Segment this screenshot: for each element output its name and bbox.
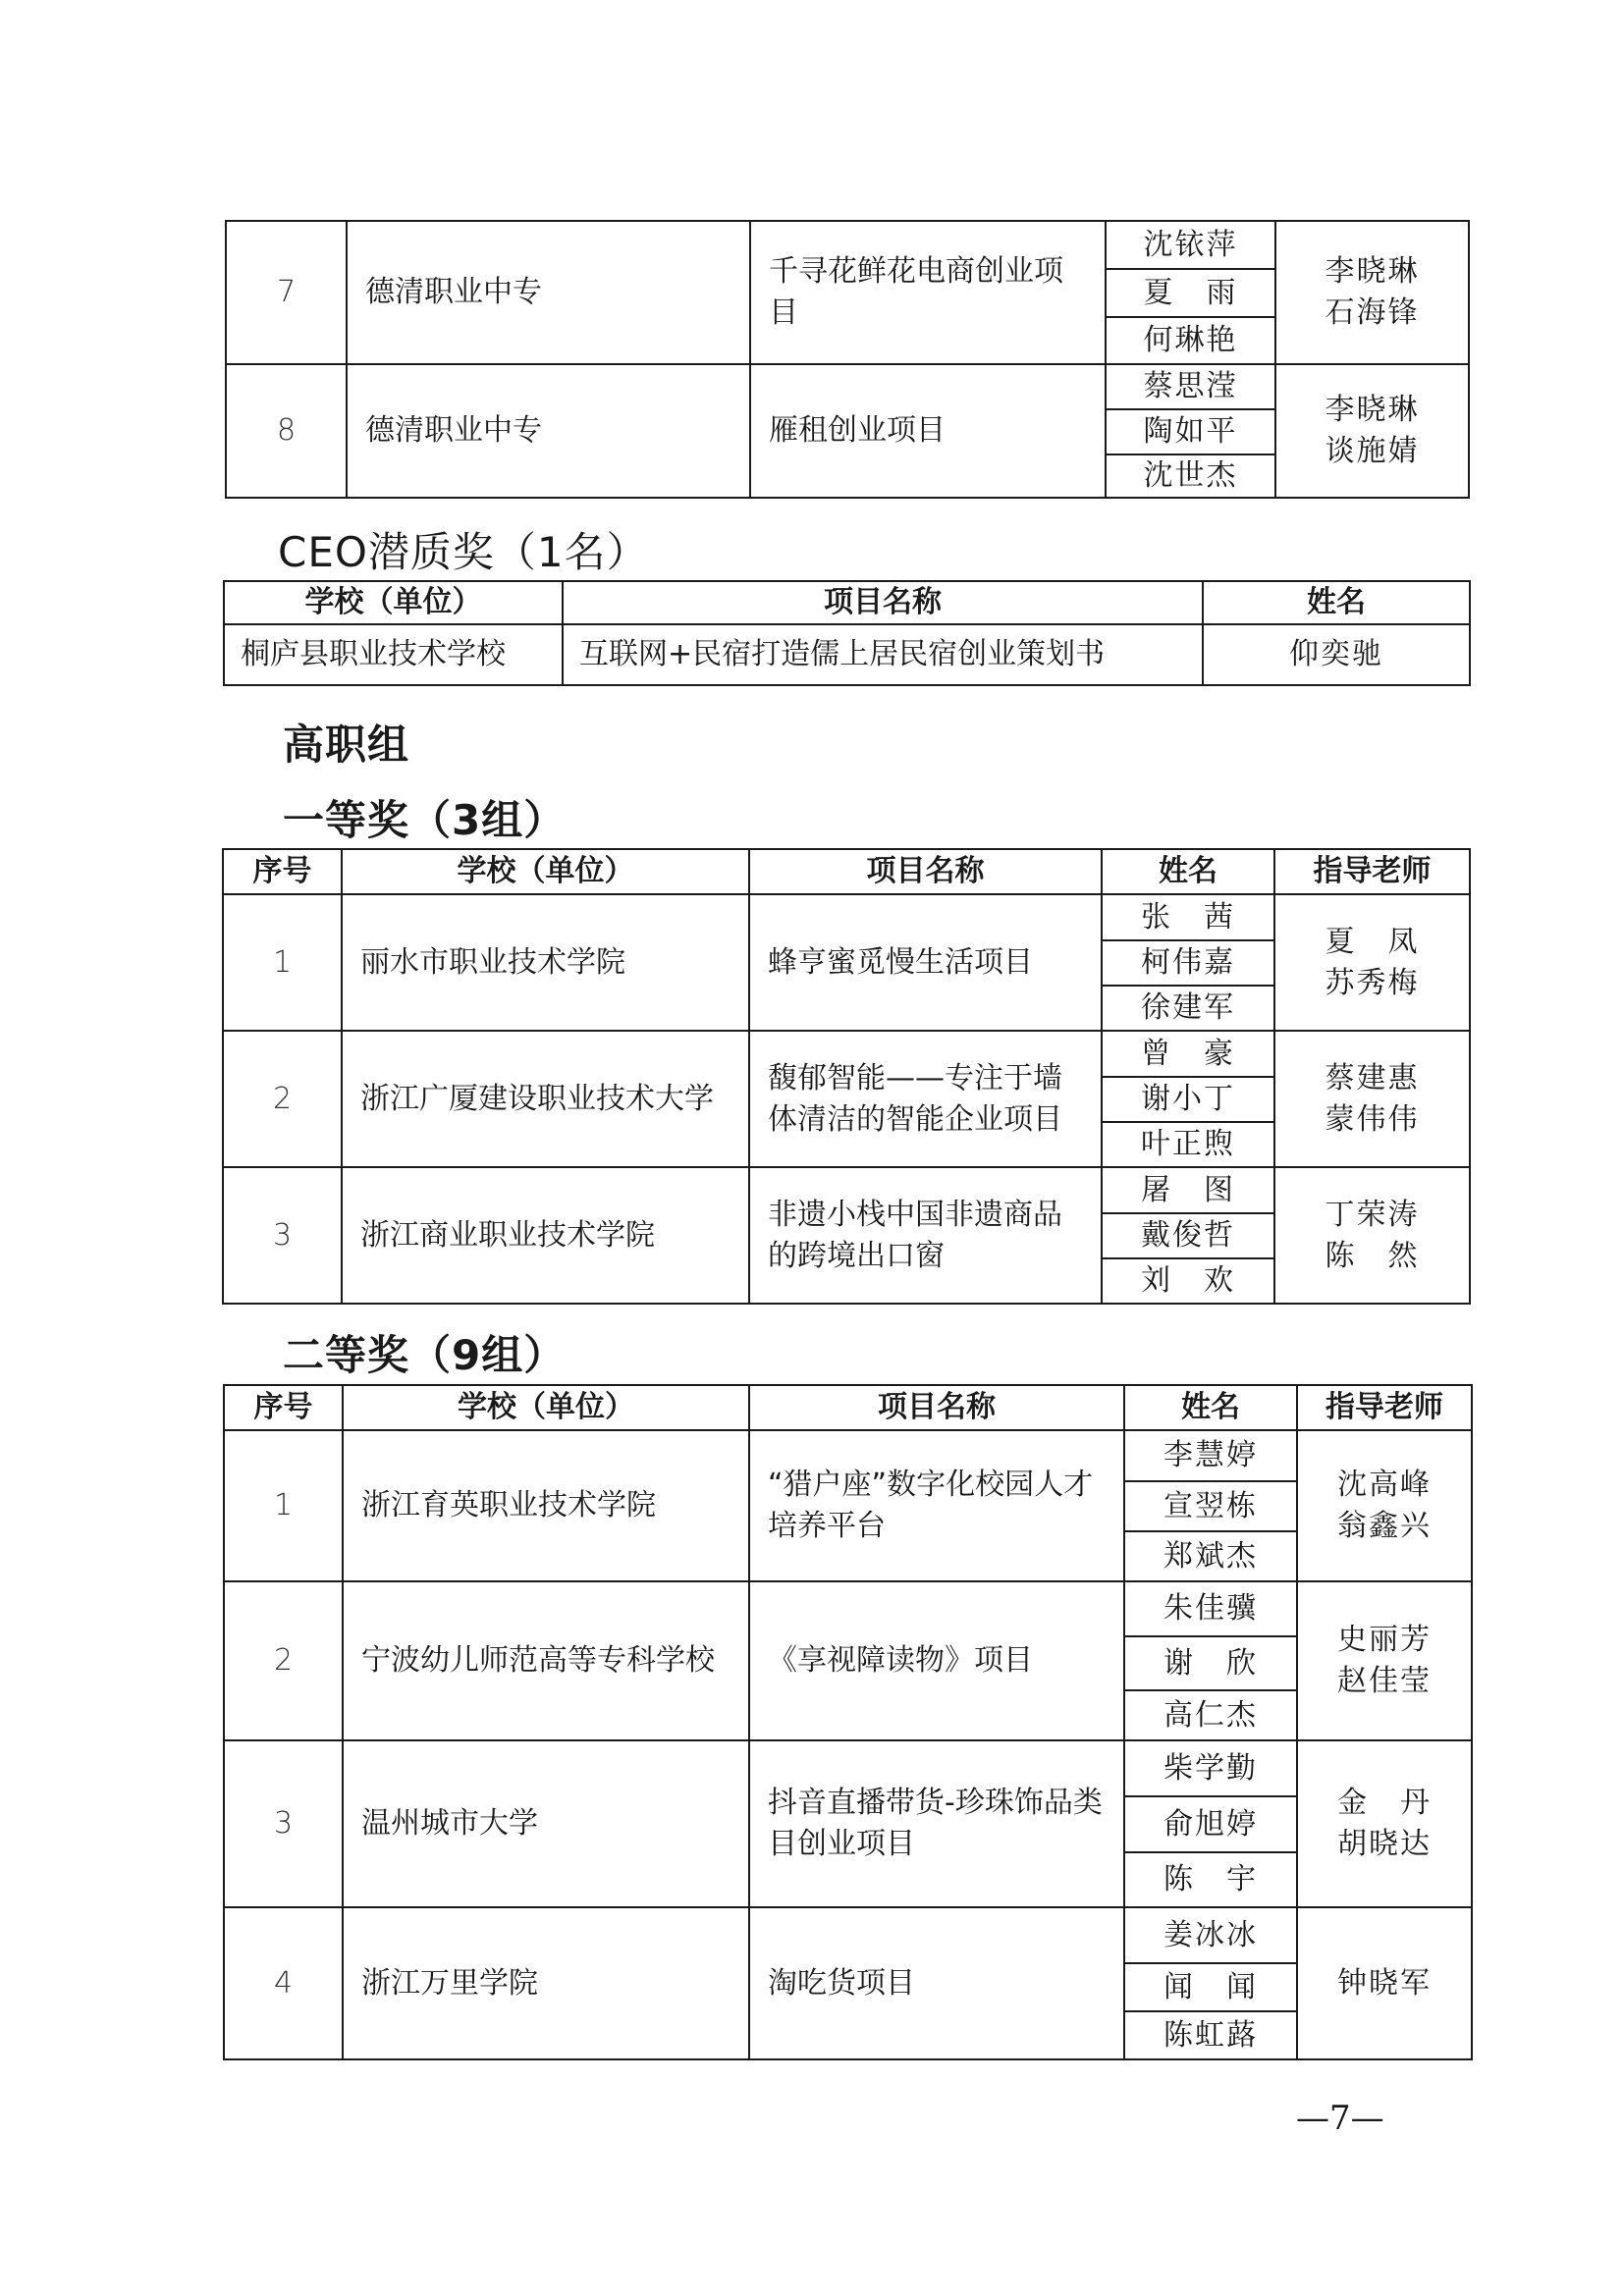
header-teacher: 指导老师 [1274,849,1470,894]
teacher-name: 苏秀梅 [1325,965,1420,1000]
school-cell: 温州城市大学 [343,1740,749,1907]
teacher-name: 蔡建惠 [1325,1060,1420,1095]
school-cell: 德清职业中专 [347,364,750,498]
project-cell: 馥郁智能——专注于墙体清洁的智能企业项目 [749,1031,1102,1167]
teacher-cell [1274,894,1470,1031]
header-project: 项目名称 [749,1385,1124,1430]
student-name: 高仁杰 [1124,1690,1297,1740]
ceo-award-table [223,580,1471,686]
table-row [223,1167,1470,1213]
header-no: 序号 [224,1385,343,1430]
table-row [226,221,1469,269]
first-prize-heading: 一等奖（3组） [283,796,567,844]
teacher-name: 胡晓达 [1337,1827,1432,1861]
student-name: 俞旭婷 [1124,1796,1297,1852]
student-name: 屠 图 [1102,1167,1274,1213]
project-cell: 淘吃货项目 [749,1907,1124,2059]
project-cell: 非遗小栈中国非遗商品的跨境出口窗 [749,1167,1102,1304]
student-name: 朱佳骥 [1124,1581,1297,1636]
table-row [223,1031,1470,1077]
teacher-name: 翁鑫兴 [1337,1509,1432,1543]
student-name: 谢小丁 [1102,1077,1274,1122]
teacher-name: 蒙伟伟 [1325,1101,1420,1137]
project-cell: 雁租创业项目 [750,364,1106,498]
table-row [224,1907,1472,1963]
row-number: 8 [226,364,347,498]
project-cell: 抖音直播带货-珍珠饰品类目创业项目 [749,1740,1124,1907]
student-name: 蔡思滢 [1106,364,1275,409]
teacher-name: 史丽芳 [1337,1623,1432,1657]
header-school: 学校（单位） [224,581,563,624]
teacher-name: 钟晓军 [1337,1965,1432,2001]
student-name: 何琳艳 [1106,317,1275,364]
row-number: 4 [224,1907,343,2059]
student-name: 叶正煦 [1102,1122,1274,1167]
row-number: 1 [224,1430,343,1581]
teacher-cell [1297,1740,1472,1907]
teacher-cell [1275,221,1469,364]
project-cell: 《享视障读物》项目 [749,1581,1124,1740]
header-project: 项目名称 [563,581,1203,624]
first-prize-table [222,848,1471,1305]
student-name: 沈世杰 [1106,454,1275,498]
group-heading: 高职组 [283,721,410,769]
student-name: 张 茜 [1102,894,1274,940]
school-cell: 宁波幼儿师范高等专科学校 [343,1581,749,1740]
teacher-name: 李晓琳 [1325,393,1420,427]
second-prize-table [223,1384,1473,2060]
header-school: 学校（单位） [342,849,749,894]
row-number: 2 [223,1031,342,1167]
teacher-name: 谈施婧 [1325,434,1420,468]
teacher-cell [1274,1031,1470,1167]
teacher-name: 丁荣涛 [1325,1197,1420,1232]
teacher-cell [1275,364,1469,498]
student-name: 郑斌杰 [1124,1531,1297,1581]
student-name: 陶如平 [1106,409,1275,454]
name-cell: 仰奕驰 [1203,624,1470,685]
row-number: 1 [223,894,342,1031]
student-name: 刘 欢 [1102,1258,1274,1304]
school-cell: 德清职业中专 [347,221,750,364]
header-teacher: 指导老师 [1297,1385,1472,1430]
student-name: 陈 宇 [1124,1852,1297,1907]
teacher-cell [1297,1581,1472,1740]
student-name: 姜冰冰 [1124,1907,1297,1963]
teacher-name: 陈 然 [1325,1238,1420,1273]
table-row [224,1430,1472,1481]
teacher-name: 李晓琳 [1325,254,1420,289]
table-row [226,364,1469,409]
teacher-cell [1297,1430,1472,1581]
student-name: 沈铱萍 [1106,221,1275,269]
teacher-cell [1274,1167,1470,1304]
project-cell: 千寻花鲜花电商创业项目 [750,221,1106,364]
project-cell: 互联网+民宿打造儒上居民宿创业策划书 [563,624,1203,685]
page-number: —7— [1296,2099,1384,2138]
student-name: 陈虹蕗 [1124,2011,1297,2059]
student-name: 夏 雨 [1106,269,1275,317]
school-cell: 浙江育英职业技术学院 [343,1430,749,1581]
teacher-name: 沈高峰 [1337,1468,1432,1502]
teacher-name: 赵佳莹 [1337,1664,1432,1698]
second-prize-heading: 二等奖（9组） [283,1331,567,1379]
project-cell: 蜂亨蜜觅慢生活项目 [749,894,1102,1031]
school-cell: 浙江万里学院 [343,1907,749,2059]
table-row [223,894,1470,940]
school-cell: 浙江广厦建设职业技术大学 [342,1031,749,1167]
teacher-cell [1297,1907,1472,2059]
table-row [224,1581,1472,1636]
student-name: 谢 欣 [1124,1636,1297,1690]
school-cell: 浙江商业职业技术学院 [342,1167,749,1304]
school-cell: 丽水市职业技术学院 [342,894,749,1031]
row-number: 3 [224,1740,343,1907]
student-name: 柯伟嘉 [1102,940,1274,986]
student-name: 曾 豪 [1102,1031,1274,1077]
teacher-name: 金 丹 [1337,1786,1432,1820]
row-number: 7 [226,221,347,364]
header-name: 姓名 [1203,581,1470,624]
student-name: 闻 闻 [1124,1963,1297,2011]
row-number: 2 [224,1581,343,1740]
student-name: 宣翌栋 [1124,1481,1297,1531]
ceo-award-heading: CEO潜质奖（1名） [278,528,649,576]
header-no: 序号 [223,849,342,894]
project-cell: “猎户座”数字化校园人才培养平台 [749,1430,1124,1581]
teacher-name: 夏 凤 [1325,924,1420,959]
student-name: 戴俊哲 [1102,1213,1274,1258]
header-name: 姓名 [1124,1385,1297,1430]
student-name: 徐建军 [1102,986,1274,1031]
table-row [224,1740,1472,1796]
header-name: 姓名 [1102,849,1274,894]
header-project: 项目名称 [749,849,1102,894]
top-table [225,220,1470,499]
student-name: 李慧婷 [1124,1430,1297,1481]
header-school: 学校（单位） [343,1385,749,1430]
row-number: 3 [223,1167,342,1304]
student-name: 柴学勤 [1124,1740,1297,1796]
teacher-name: 石海锋 [1325,295,1420,330]
school-cell: 桐庐县职业技术学校 [224,624,563,685]
